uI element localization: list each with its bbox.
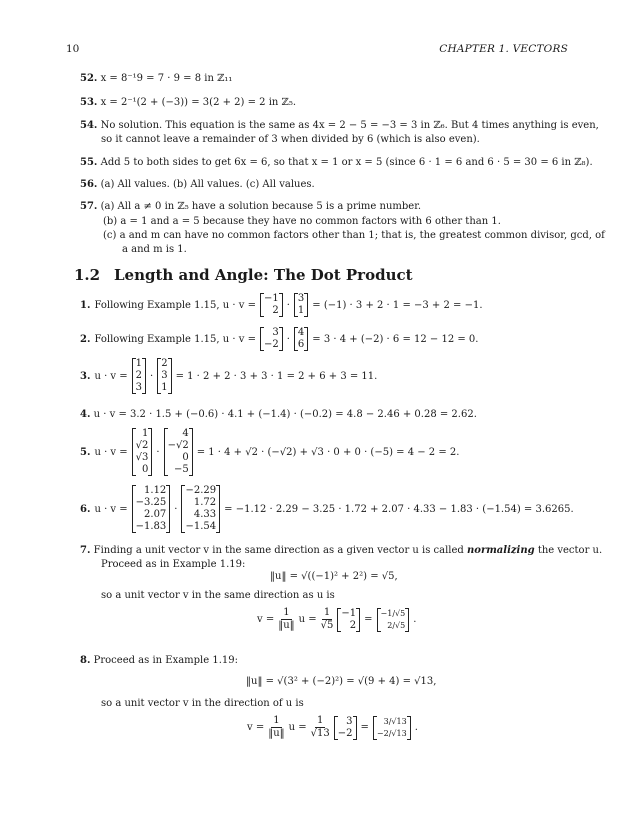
section-heading: 1.2 Length and Angle: The Dot Product — [74, 266, 413, 284]
vector-v: 4 6 — [294, 327, 308, 351]
vector-v: 3 1 — [294, 293, 308, 317]
exercise-8-line2: so a unit vector v in the direction of u is — [101, 698, 304, 709]
vector-u: 1 √2 √3 0 — [132, 428, 153, 476]
exercise-1: 1. Following Example 1.15, u · v = −1 2 · 3 1 = (−1) · 3 + 2 · 1 = −3 + 2 = −1. — [80, 293, 483, 316]
exercise-56: 56. (a) All values. (b) All values. (c) All values. — [80, 179, 315, 190]
exercise-57a: 57. (a) All a ≠ 0 in ℤ₅ have a solution because 5 is a prime number. — [80, 201, 422, 212]
vector-u: 1 2 3 — [132, 358, 146, 394]
exercise-54: 54. No solution. This equation is the same as 4x = 2 − 5 = −3 = 3 in ℤ₆. But 4 times anything is even, — [80, 120, 599, 131]
exercise-7: 7. Finding a unit vector v in the same direction as a given vector u is called normalizing the vector u. — [80, 545, 603, 556]
term-normalizing: normalizing — [467, 545, 535, 556]
exercise-7-norm-eq: ‖u‖ = √((−1)² + 2²) = √5, — [270, 571, 398, 582]
running-header: CHAPTER 1. VECTORS — [439, 43, 568, 55]
exercise-57b: (b) a = 1 and a = 5 because they have no common factors with 6 other than 1. — [103, 216, 501, 227]
exercise-8-unit-vector-eq: v = $\frac{1}{‖u‖}$ u = $\frac{1}{√13}$ 3 −2 = 3/√13 −2/√13 . — [247, 715, 418, 739]
exercise-8-norm-eq: ‖u‖ = √(3² + (−2)²) = √(9 + 4) = √13, — [246, 676, 437, 687]
vector-u: 3 −2 — [260, 327, 283, 351]
exercise-57c-cont: a and m is 1. — [122, 244, 187, 255]
exercise-7-line3: so a unit vector v in the same direction as u is — [101, 590, 335, 601]
exercise-8: 8. Proceed as in Example 1.19: — [80, 655, 238, 666]
exercise-53: 53. x = 2⁻¹(2 + (−3)) = 3(2 + 2) = 2 in ℤ₅. — [80, 97, 297, 108]
exercise-6: 6. u · v = 1.12 −3.25 2.07 −1.83 · −2.29 1.72 4.33 −1.54 = −1.12 · 2.29 − 3.25 · 1.72 + 2.07 · 4.33 − 1.83 · (−1.54) = 3.6265. — [80, 485, 574, 532]
exercise-55: 55. Add 5 to both sides to get 6x = 6, so that x = 1 or x = 5 (since 6 · 1 = 6 and 6 · 5 = 30 = 6 in ℤ₈). — [80, 157, 593, 168]
vector-v: 4 −√2 0 −5 — [164, 428, 193, 476]
exercise-4: 4. u · v = 3.2 · 1.5 + (−0.6) · 4.1 + (−1.4) · (−0.2) = 4.8 − 2.46 + 0.28 = 2.62. — [80, 409, 477, 420]
exercise-7-line2: Proceed as in Example 1.19: — [101, 559, 246, 570]
vector-u: 1.12 −3.25 2.07 −1.83 — [132, 485, 171, 533]
exercise-7-unit-vector-eq: v = $\frac{1}{‖u‖}$ u = $\frac{1}{√5}$ −1 2 = −1/√5 2/√5 . — [257, 607, 417, 631]
vector-v: 2 3 1 — [157, 358, 171, 394]
vector-u: −1 2 — [260, 293, 283, 317]
exercise-2: 2. Following Example 1.15, u · v = 3 −2 · 4 6 = 3 · 4 + (−2) · 6 = 12 − 12 = 0. — [80, 327, 479, 350]
page-number: 10 — [66, 43, 80, 55]
exercise-3: 3. u · v = 1 2 3 · 2 3 1 = 1 · 2 + 2 · 3 + 3 · 1 = 2 + 6 + 3 = 11. — [80, 358, 378, 393]
exercise-57c: (c) a and m can have no common factors other than 1; that is, the greatest common divisor, gcd, of — [103, 230, 605, 241]
exercise-52: 52. x = 8⁻¹9 = 7 · 9 = 8 in ℤ₁₁ — [80, 73, 233, 84]
exercise-5: 5. u · v = 1 √2 √3 0 · 4 −√2 0 −5 = 1 · 4 + √2 · (−√2) + √3 · 0 + 0 · (−5) = 4 − 2 = 2. — [80, 428, 460, 475]
vector-v: −2.29 1.72 4.33 −1.54 — [181, 485, 220, 533]
exercise-54-cont: so it cannot leave a remainder of 3 when divided by 6 (which is also even). — [101, 134, 480, 145]
